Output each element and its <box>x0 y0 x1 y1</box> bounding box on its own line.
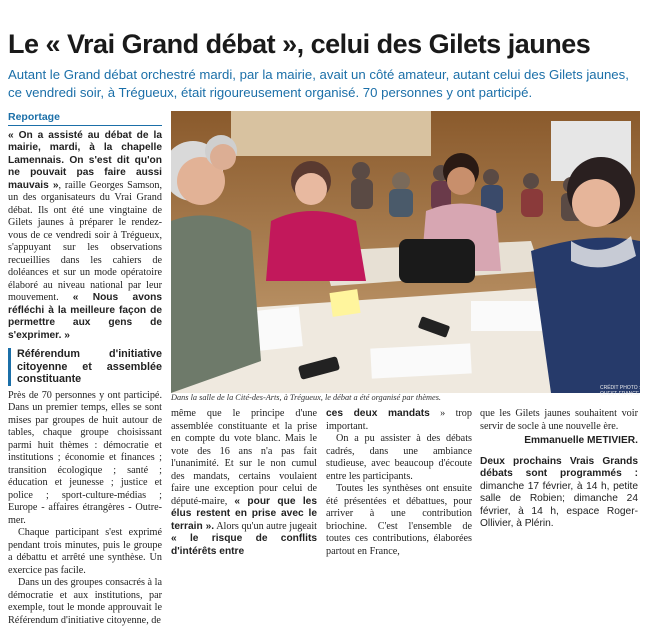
quote: « On a assisté au débat de la mairie, mardi, à la chapelle Lamennais. On s'est dit qu'on ne pouvait pas faire aussi mauvais » <box>8 129 162 191</box>
quote: ces deux mandats <box>326 408 430 419</box>
info-box-text: dimanche 17 février, à 14 h, petite salle de Robien; dimanche 24 février, à 14 h, espace Roger-Ollivier, à Plérin. <box>480 480 638 529</box>
text: Alors qu'un autre jugeait <box>216 520 317 532</box>
text: » trop important. <box>326 408 472 432</box>
paragraph <box>326 408 472 433</box>
quote: « pour que les élus restent en prise avec le terrain ». <box>171 495 317 532</box>
photo-caption: Dans la salle de la Cité-des-Arts, à Trégueux, le débat a été organisé par thèmes. <box>171 393 441 402</box>
column-3 <box>326 408 472 558</box>
info-box <box>480 456 638 531</box>
paragraph-4: Dans un des groupes consacrés à la démocratie et aux institutions, par exemple, tout le monde approuvait le Référendum d'initiative citoyenne, de <box>8 577 162 626</box>
paragraph <box>171 408 317 558</box>
section-kicker: Reportage <box>8 111 162 126</box>
debate-photo-illustration <box>171 111 640 393</box>
text: , raille Georges Samson, un des organisateurs du Vrai Grand débat. Ils ont été une vingtaine de Gilets jaunes à préparer le rendez-vous de ce vendredi soir à Trégueux, s'appuyant sur les observations recueillies dans les cahiers de doléances et sur un mode opératoire élaboré au niveau national par leur mouvement. <box>8 179 162 303</box>
info-box-title: Deux prochains Vrais Grands débats sont programmés : <box>480 455 638 479</box>
quote: « le risque de conflits d'intérêts entre <box>171 533 317 557</box>
lead-paragraph: Autant le Grand débat orchestré mardi, par la mairie, avait un côté amateur, autant celui des Gilets jaunes, ce vendredi soir, à Trégueux, était rigoureusement organisé. 70 personnes y ont participé. <box>8 67 629 100</box>
text: même que le principe d'une assemblée constituante et la prise en compte du vote blanc. Mais le vote des 16 ans n'a pas fait l'unanimité. Et sur le non cumul des mandats, certains voulaient faire une exception pour celui de député-maire, <box>171 408 317 507</box>
quote: « Nous avons réfléchi à la meilleure façon de permettre aux gens de s'exprimer. » <box>8 292 162 341</box>
subheading: Référendum d'initiative citoyenne et assemblée constituante <box>8 348 162 386</box>
author-signature: Emmanuelle METIVIER. <box>524 435 638 446</box>
headline: Le « Vrai Grand débat », celui des Gilets jaunes <box>8 29 591 59</box>
photo-credit: CRÉDIT PHOTO : OUEST-FRANCE <box>600 385 641 397</box>
paragraph: Toutes les synthèses ont ensuite été présentées et débattues, pour arriver à une contribution briochine. C'est l'ensemble de toutes ces contributions, élaborées partout en France, <box>326 483 472 557</box>
paragraph: On a pu assister à des débats cadrés, dans une ambiance studieuse, avec beaucoup d'écoute entre les participants. <box>326 433 472 482</box>
paragraph-3: Chaque participant s'est exprimé pendant trois minutes, puis le groupe a débattu et arrêté une synthèse. Un exercice pas facile. <box>8 527 162 576</box>
column-4 <box>480 408 638 531</box>
paragraph-1 <box>8 130 162 343</box>
column-1 <box>8 111 162 627</box>
paragraph-2: Près de 70 personnes y ont participé. Dans un premier temps, elles se sont mises par groupes de huit autour de tables, chaque groupe choisissant parmi huit thèmes : démocratie et institutions ; économie et finances ; transition écologique ; santé ; éducation et jeunesse ; justice et police ; sport-culture-médias ; Europe - affaires étrangères - Outre-mer. <box>8 389 162 526</box>
column-2 <box>171 408 317 558</box>
debate-photo <box>171 111 640 393</box>
paragraph: que les Gilets jaunes souhaitent voir servir de socle à une nouvelle ère. <box>480 408 638 432</box>
